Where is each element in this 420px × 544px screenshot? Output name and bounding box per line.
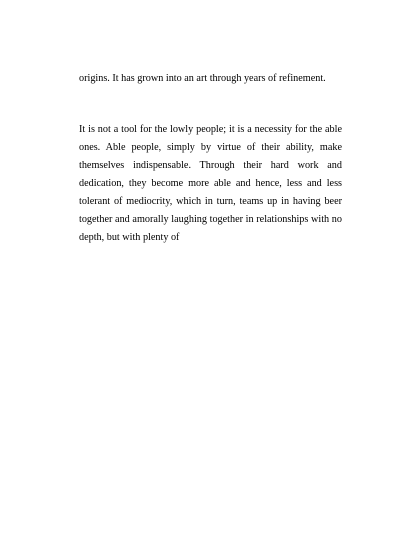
paragraph-2-line-6: together and amorally laughing together in relationships with no xyxy=(79,214,342,225)
paragraph-2-line-7: depth, but with plenty of xyxy=(79,232,180,243)
paragraph-2-line-5: tolerant of mediocrity, which in turn, teams up in having beer xyxy=(79,196,342,207)
paragraph-2-line-4: dedication, they become more able and hence, less and less xyxy=(79,178,342,189)
paragraph-2-line-2: ones. Able people, simply by virtue of their ability, make xyxy=(79,142,342,153)
paragraph-2-line-3: themselves indispensable. Through their hard work and xyxy=(79,160,342,171)
paragraph-1-line-1: origins. It has grown into an art through years of refinement. xyxy=(79,73,326,84)
paragraph-2-line-1: It is not a tool for the lowly people; it is a necessity for the able xyxy=(79,124,342,135)
